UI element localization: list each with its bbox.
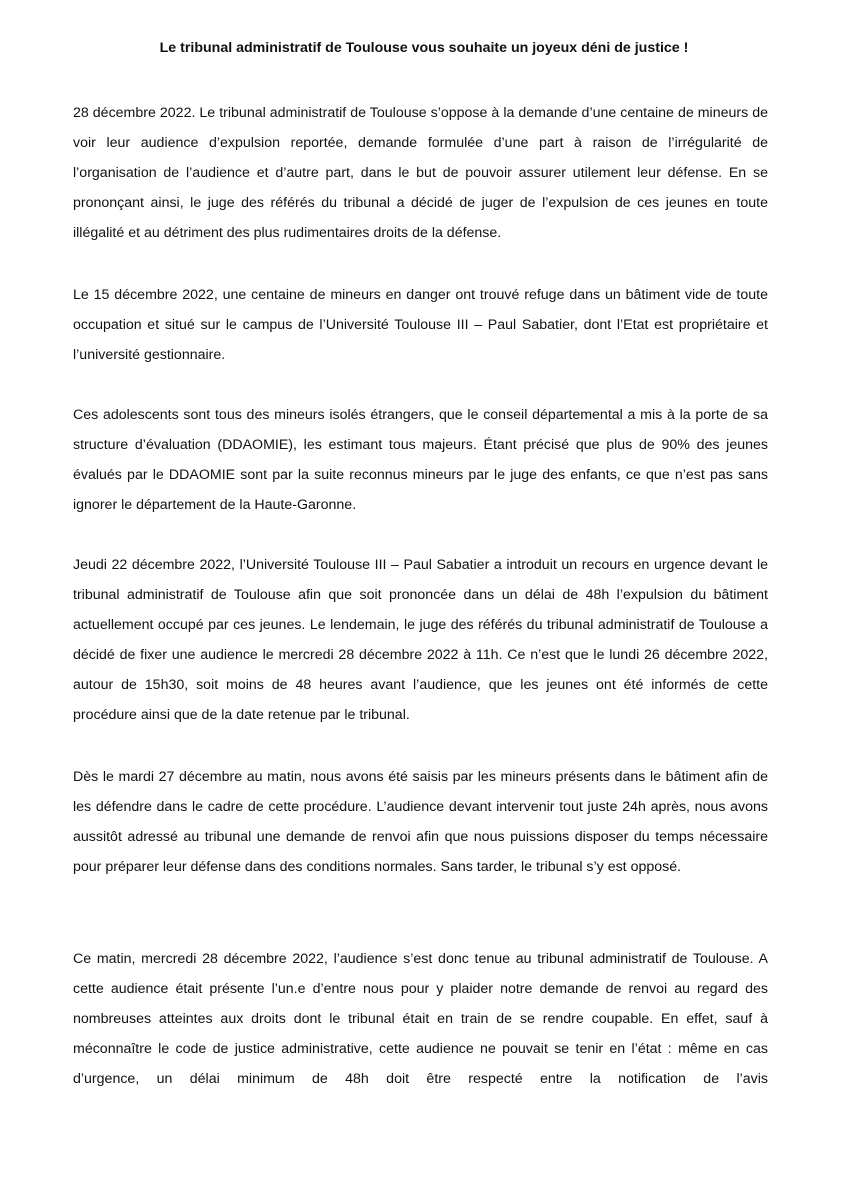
paragraph-refuge: Le 15 décembre 2022, une centaine de mineurs en danger ont trouvé refuge dans un bâtiment vide de toute occupation et situé sur le campus de l’Université Toulouse III – Paul Sabatier, dont l’Etat est propriétaire et l’université gestionnaire. [73,287,768,363]
paragraph-defense: Dès le mardi 27 décembre au matin, nous avons été saisis par les mineurs présents dans le bâtiment afin de les défendre dans le cadre de cette procédure. L’audience devant intervenir tout juste 24h après, nous avons aussitôt adressé au tribunal une demande de renvoi afin que nous puissions disposer du temps nécessaire pour préparer leur défense dans des conditions normales. Sans tarder, le tribunal s’y est opposé. [73,769,768,875]
paragraph-adolescents: Ces adolescents sont tous des mineurs isolés étrangers, que le conseil départemental a mis à la porte de sa structure d’évaluation (DDAOMIE), les estimant tous majeurs. Étant précisé que plus de 90% des jeunes évalués par le DDAOMIE sont par la suite reconnus mineurs par le juge des enfants, ce que n’est pas sans ignorer le département de la Haute-Garonne. [73,407,768,513]
document-title: Le tribunal administratif de Toulouse vous souhaite un joyeux déni de justice ! [159,40,689,56]
paragraph-intro: 28 décembre 2022. Le tribunal administratif de Toulouse s’oppose à la demande d’une centaine de mineurs de voir leur audience d’expulsion reportée, demande formulée d’une part à raison de l’irrégularité de l’organisation de l’audience et d’autre part, dans le but de pouvoir assurer utilement leur défense. En se prononçant ainsi, le juge des référés du tribunal a décidé de juger de l’expulsion de ces jeunes en toute illégalité et au détriment des plus rudimentaires droits de la défense. [73,105,768,241]
paragraph-recours: Jeudi 22 décembre 2022, l’Université Toulouse III – Paul Sabatier a introduit un recours en urgence devant le tribunal administratif de Toulouse afin que soit prononcée dans un délai de 48h l’expulsion du bâtiment actuellement occupé par ces jeunes. Le lendemain, le juge des référés du tribunal administratif de Toulouse a décidé de fixer une audience le mercredi 28 décembre 2022 à 11h. Ce n’est que le lundi 26 décembre 2022, autour de 15h30, soit moins de 48 heures avant l’audience, que les jeunes ont été informés de cette procédure ainsi que de la date retenue par le tribunal. [73,557,768,723]
paragraph-audience: Ce matin, mercredi 28 décembre 2022, l’audience s’est donc tenue au tribunal administratif de Toulouse. A cette audience était présente l’un.e d’entre nous pour y plaider notre demande de renvoi au regard des nombreuses atteintes aux droits dont le tribunal était en train de se rendre coupable. En effet, sauf à méconnaître le code de justice administrative, cette audience ne pouvait se tenir en l’état : même en cas d’urgence, un délai minimum de 48h doit être respecté entre la notification de l’avis [73,951,768,1087]
